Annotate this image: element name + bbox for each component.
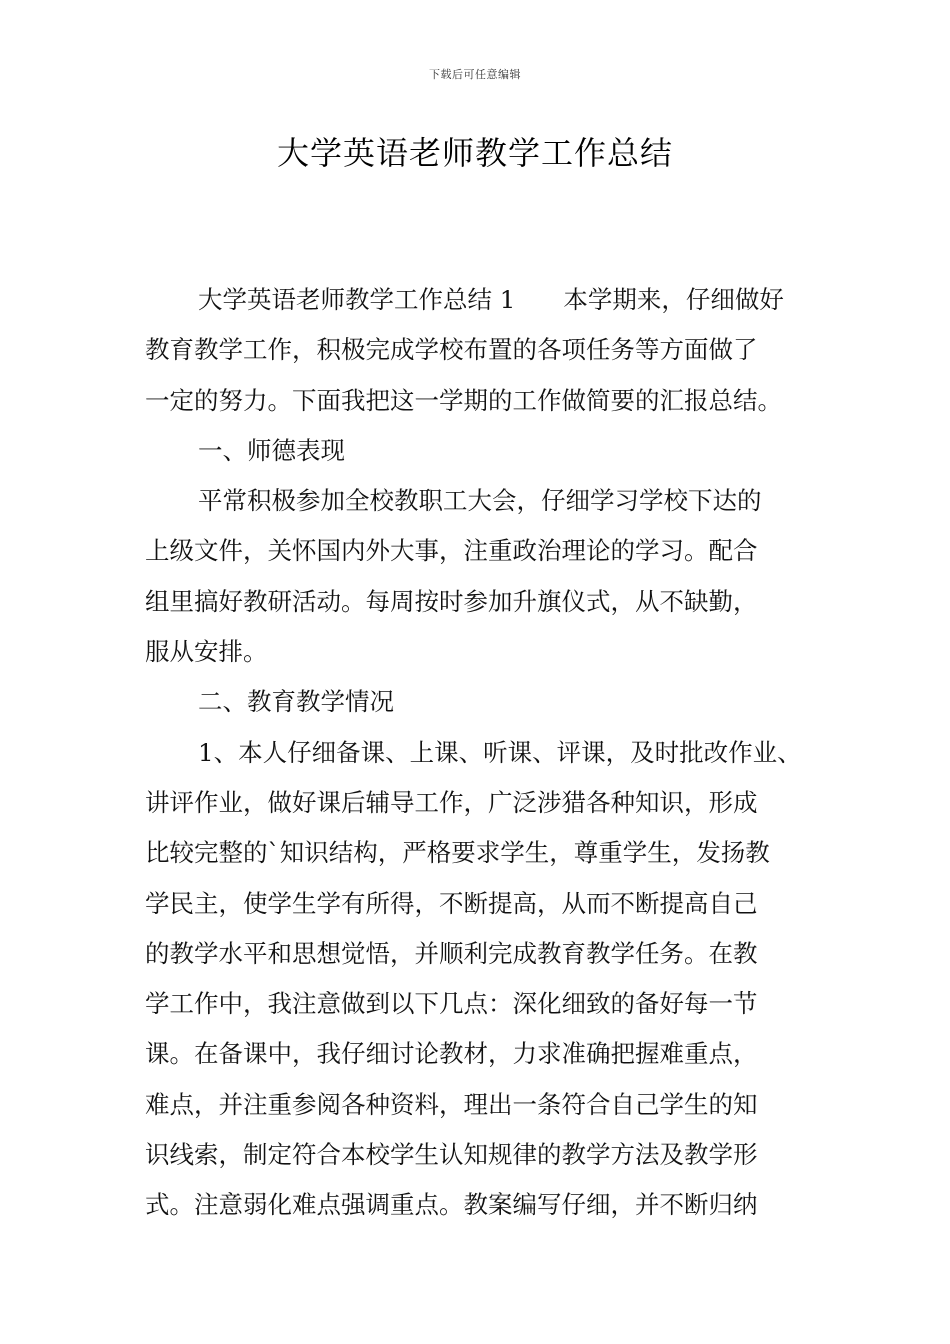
document-title: 大学英语老师教学工作总结 — [276, 134, 673, 172]
paragraph-line: 式。注意弱化难点强调重点。教案编写仔细，并不断归纳 — [145, 1190, 758, 1220]
paragraph-line: 1、本人仔细备课、上课、听课、评课，及时批改作业、 — [198, 737, 802, 767]
header-note: 下载后可任意编辑 — [429, 68, 521, 81]
paragraph-line: 平常积极参加全校教职工大会，仔细学习学校下达的 — [198, 486, 762, 516]
intro-text: 本学期来，仔细做好 — [563, 285, 784, 314]
paragraph-line: 课。在备课中，我仔细讨论教材，力求准确把握难重点， — [145, 1039, 758, 1069]
paragraph-line: 讲评作业，做好课后辅导工作，广泛涉猎各种知识，形成 — [145, 787, 758, 817]
paragraph-line: 比较完整的`知识结构，严格要求学生，尊重学生，发扬教 — [145, 838, 770, 868]
section-heading: 二、教育教学情况 — [198, 687, 394, 717]
paragraph-line: 学工作中，我注意做到以下几点：深化细致的备好每一节 — [145, 989, 758, 1019]
paragraph-line: 一定的努力。下面我把这一学期的工作做简要的汇报总结。 — [145, 385, 782, 415]
document-body — [145, 280, 825, 1236]
paragraph-line: 组里搞好教研活动。每周按时参加升旗仪式，从不缺勤， — [145, 586, 758, 616]
paragraph-line: 识线索，制定符合本校学生认知规律的教学方法及教学形 — [145, 1140, 758, 1170]
paragraph-line: 难点，并注重参阅各种资料，理出一条符合自己学生的知 — [145, 1089, 758, 1119]
paragraph-line: 教育教学工作，积极完成学校布置的各项任务等方面做了 — [145, 335, 758, 365]
intro-label: 大学英语老师教学工作总结 1 — [198, 285, 516, 314]
paragraph-line: 服从安排。 — [145, 637, 268, 667]
paragraph-line: 的教学水平和思想觉悟，并顺利完成教育教学任务。在教 — [145, 938, 758, 968]
paragraph-line: 学民主，使学生学有所得，不断提高，从而不断提高自己 — [145, 888, 758, 918]
paragraph-line: 上级文件，关怀国内外大事，注重政治理论的学习。配合 — [145, 536, 758, 566]
section-heading: 一、师德表现 — [198, 435, 345, 465]
paragraph-line — [145, 280, 825, 330]
